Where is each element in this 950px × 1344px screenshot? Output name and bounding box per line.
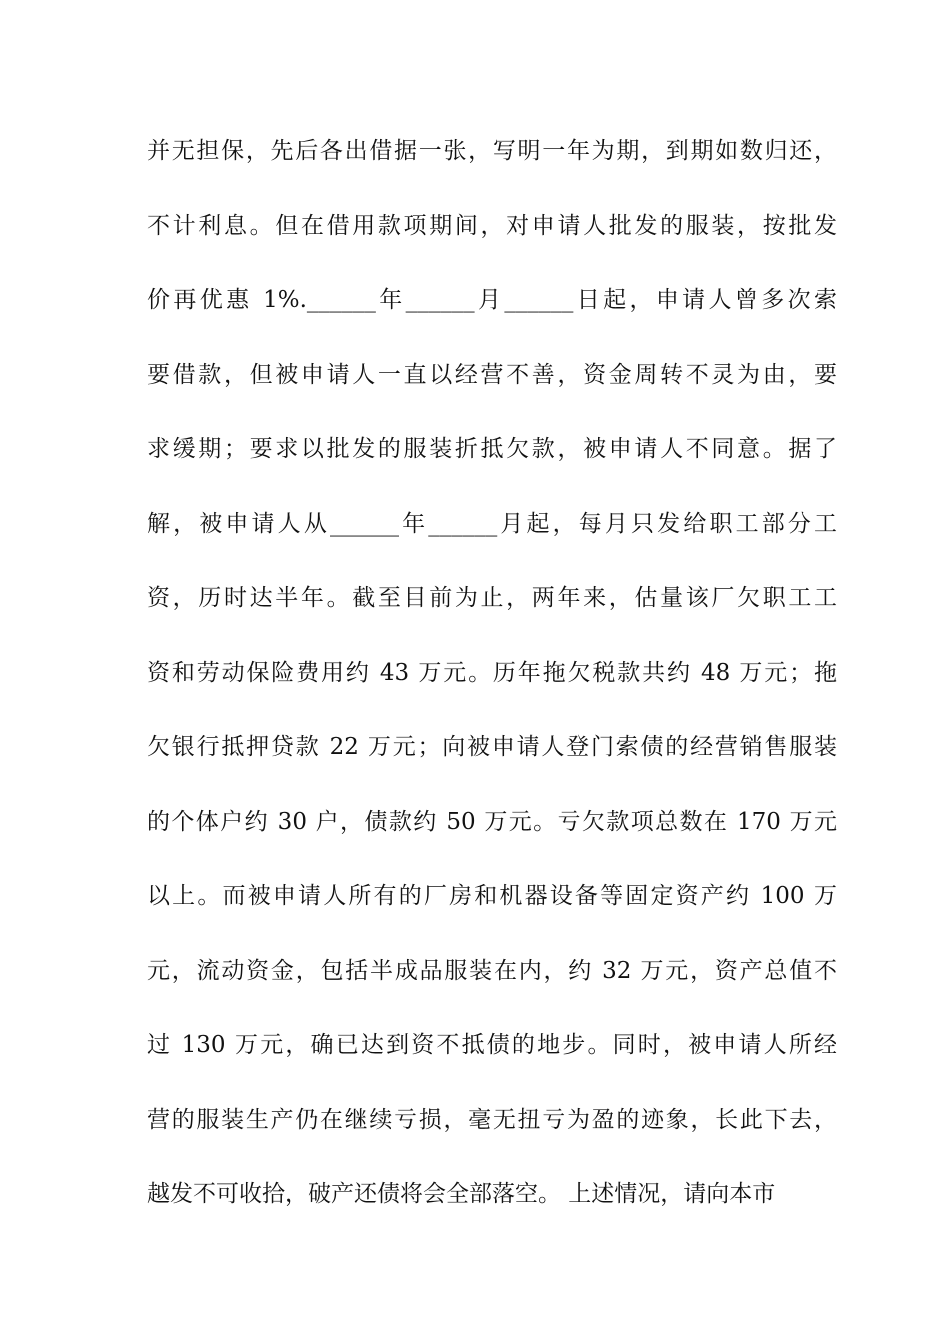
text-line-11: 以上。而被申请人所有的厂房和机器设备等固定资产约 100 万 bbox=[147, 883, 837, 909]
text-line-10: 的个体户约 30 户，债款约 50 万元。亏欠款项总数在 170 万元 bbox=[147, 808, 837, 835]
text-line-7: 资，历时达半年。截至目前为止，两年来，估量该厂欠职工工 bbox=[147, 585, 837, 611]
text-line-2: 不计利息。但在借用款项期间，对申请人批发的服装，按批发 bbox=[147, 212, 837, 239]
body-text bbox=[147, 127, 837, 1245]
text-line-4: 要借款，但被申请人一直以经营不善，资金周转不灵为由，要 bbox=[147, 361, 837, 388]
text-line-14: 营的服装生产仍在继续亏损，毫无扭亏为盈的迹象，长此下去， bbox=[147, 1106, 837, 1133]
text-line-6: 解，被申请人从______年______月起，每月只发给职工部分工 bbox=[147, 510, 837, 537]
text-line-5: 求缓期；要求以批发的服装折抵欠款，被申请人不同意。据了 bbox=[147, 436, 837, 462]
text-line-8: 资和劳动保险费用约 43 万元。历年拖欠税款共约 48 万元；拖 bbox=[147, 659, 837, 686]
text-line-3: 价再优惠 1%.______年______月______日起，申请人曾多次索 bbox=[147, 287, 837, 313]
text-line-13: 过 130 万元，确已达到资不抵债的地步。同时，被申请人所经 bbox=[147, 1032, 837, 1058]
text-line-9: 欠银行抵押贷款 22 万元；向被申请人登门索债的经营销售服装 bbox=[147, 734, 837, 760]
text-line-1: 并无担保，先后各出借据一张，写明一年为期，到期如数归还， bbox=[147, 138, 837, 164]
text-line-15: 越发不可收拾，破产还债将会全部落空。 上述情况，请向本市 bbox=[147, 1181, 776, 1207]
text-line-12: 元，流动资金，包括半成品服装在内，约 32 万元，资产总值不 bbox=[147, 957, 837, 984]
